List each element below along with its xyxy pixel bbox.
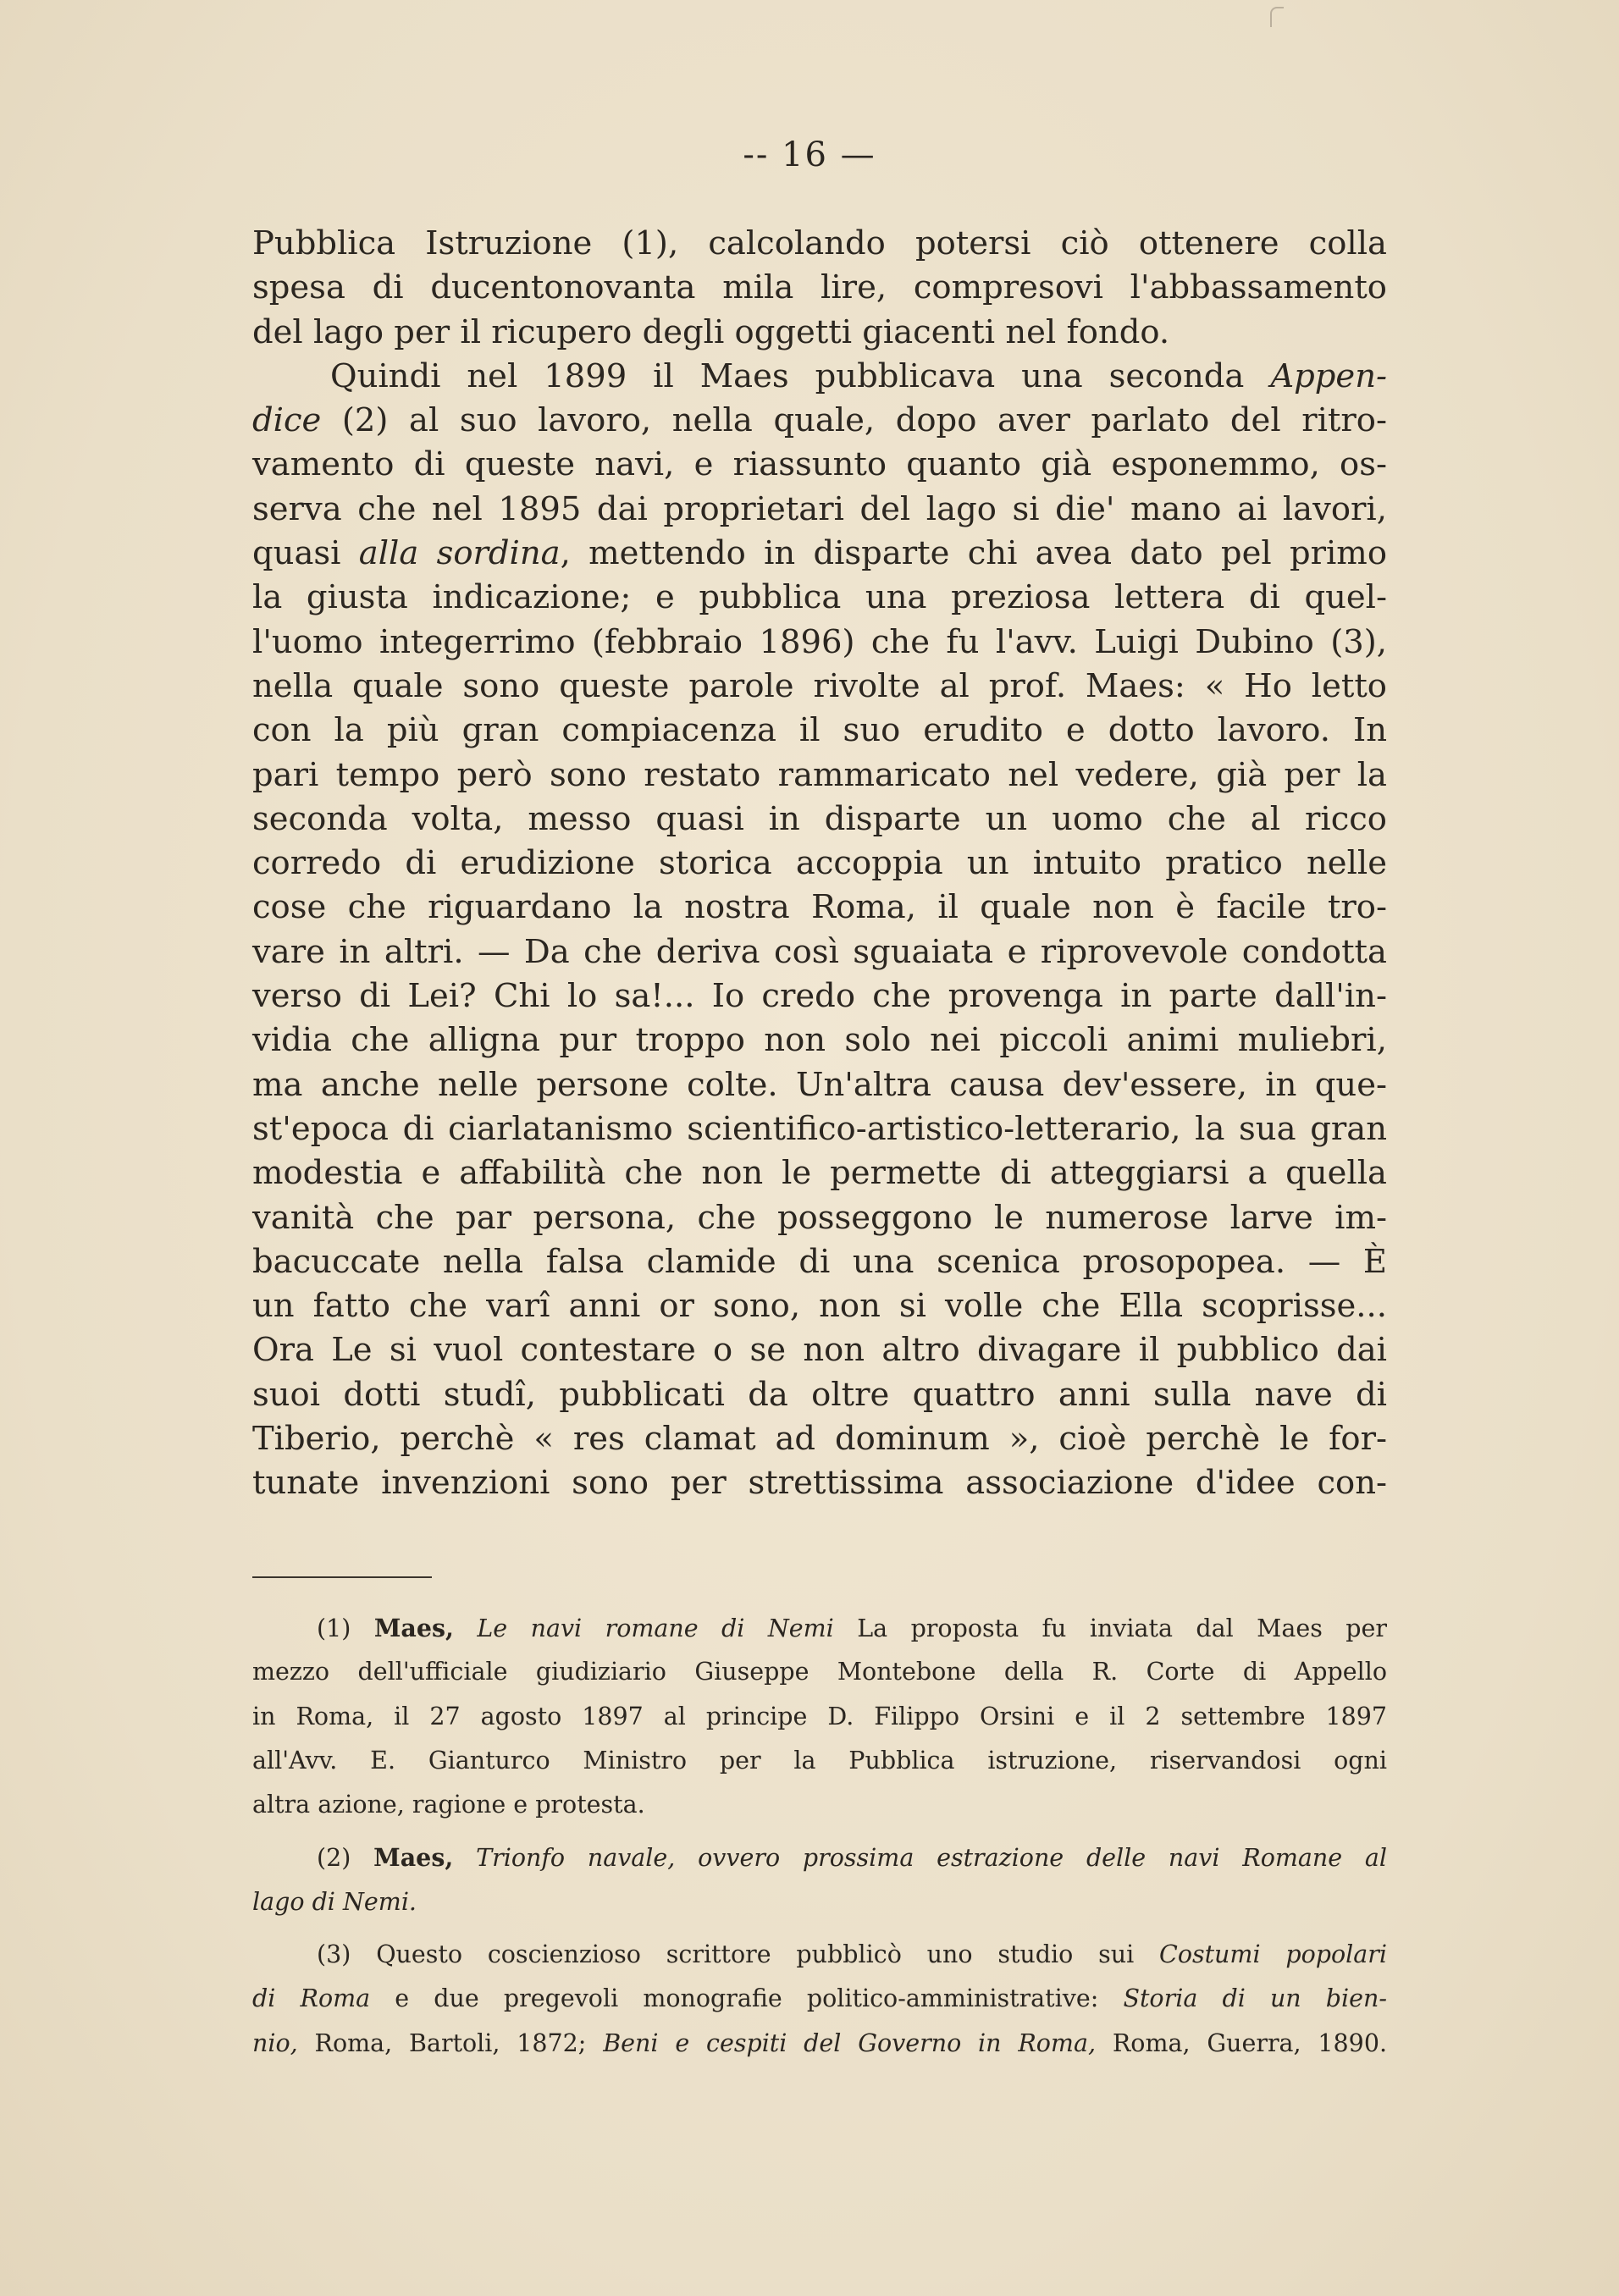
body-line: Pubblica Istruzione (1), calcolando potersi ciò ottenere colla bbox=[252, 224, 1387, 262]
body-line: cose che riguardano la nostra Roma, il quale non è facile tro- bbox=[252, 888, 1387, 927]
body-line: vanità che par persona, che posseggono le numerose larve im- bbox=[252, 1198, 1387, 1237]
footnote-3 bbox=[252, 1938, 1387, 2071]
body-line: serva che nel 1895 dai proprietari del lago si die' mano ai lavori, bbox=[252, 489, 1387, 528]
body-text-span: quasi bbox=[252, 534, 359, 573]
footnote-title: Storia di un bien- bbox=[1123, 1984, 1387, 2013]
footnotes bbox=[252, 1611, 1387, 2071]
footnote-title: nio, bbox=[252, 2028, 298, 2057]
body-line: nella quale sono queste parole rivolte al prof. Maes: « Ho letto bbox=[252, 666, 1387, 705]
footnote-number: (2) bbox=[317, 1844, 351, 1873]
body-line: ma anche nelle persone colte. Un'altra causa dev'essere, in que- bbox=[252, 1065, 1387, 1104]
body-text-span: , mettendo in disparte chi avea dato pel primo bbox=[560, 534, 1387, 573]
body-line: seconda volta, messo quasi in disparte un uomo che al ricco bbox=[252, 799, 1387, 838]
italic-alla-sordina: alla sordina bbox=[358, 534, 561, 573]
footnote-separator bbox=[252, 1576, 432, 1578]
footnote-line: all'Avv. E. Gianturco Ministro per la Pubblica istruzione, riservandosi ogni bbox=[252, 1746, 1387, 1774]
body-line: l'uomo integerrimo (febbraio 1896) che fu l'avv. Luigi Dubino (3), bbox=[252, 622, 1387, 661]
body-line bbox=[252, 532, 1387, 576]
footnote-title: Trionfo navale, ovvero prossima estrazione delle navi Romane al bbox=[476, 1844, 1388, 1873]
body-text-span: (2) al suo lavoro, nella quale, dopo aver parlato del ritro- bbox=[341, 401, 1387, 440]
footnote-line bbox=[252, 1611, 1387, 1655]
footnote-text: Questo coscienzioso scrittore pubblicò uno studio sui bbox=[376, 1940, 1135, 1969]
body-line bbox=[252, 399, 1387, 443]
body-text bbox=[252, 222, 1387, 1506]
pencil-mark bbox=[1270, 7, 1284, 27]
footnote-text: e due pregevoli monografie politico-amministrative: bbox=[395, 1984, 1099, 2013]
footnote-title: di Roma bbox=[252, 1984, 371, 2013]
body-line: modestia e affabilità che non le permette di atteggiarsi a quella bbox=[252, 1154, 1387, 1193]
body-line: Ora Le si vuol contestare o se non altro divagare il pubblico dai bbox=[252, 1331, 1387, 1370]
body-line: la giusta indicazione; e pubblica una preziosa lettera di quel- bbox=[252, 578, 1387, 617]
body-line: st'epoca di ciarlatanismo scientifico-artistico-letterario, la sua gran bbox=[252, 1109, 1387, 1148]
body-line: del lago per il ricupero degli oggetti giacenti nel fondo. bbox=[252, 312, 1170, 351]
italic-appendice: Appen- bbox=[1270, 356, 1387, 395]
footnote-title: Beni e cespiti del Governo in Roma, bbox=[603, 2028, 1097, 2057]
body-line: corredo di erudizione storica accoppia un intuito pratico nelle bbox=[252, 844, 1387, 883]
body-text-span: Quindi nel 1899 il Maes pubblicava una seconda bbox=[330, 356, 1271, 395]
body-line: bacuccate nella falsa clamide di una scenica prosopopea. — È bbox=[252, 1242, 1387, 1281]
body-line: vamento di queste navi, e riassunto quanto già esponemmo, os- bbox=[252, 445, 1387, 484]
footnote-1 bbox=[252, 1611, 1387, 1832]
footnote-line bbox=[252, 1841, 1387, 1885]
body-line: pari tempo però sono restato rammaricato nel vedere, già per la bbox=[252, 755, 1387, 794]
body-line: Tiberio, perchè « res clamat ad dominum », cioè perchè le for- bbox=[252, 1420, 1387, 1459]
italic-appendice: dice bbox=[252, 401, 322, 440]
footnote-text: La proposta fu inviata dal Maes per bbox=[857, 1614, 1388, 1642]
body-line: tunate invenzioni sono per strettissima associazione d'idee con- bbox=[252, 1464, 1387, 1503]
footnote-number: (3) bbox=[317, 1940, 351, 1969]
footnote-title: lago di Nemi. bbox=[252, 1887, 417, 1916]
page-number: -- 16 — bbox=[743, 135, 876, 174]
footnote-2 bbox=[252, 1841, 1387, 1929]
footnote-title: Costumi popolari bbox=[1159, 1940, 1388, 1969]
footnote-text: Roma, Guerra, 1890. bbox=[1112, 2028, 1388, 2057]
body-line: vidia che alligna pur troppo non solo nei piccoli animi muliebri, bbox=[252, 1021, 1387, 1060]
footnote-line bbox=[252, 2027, 1387, 2071]
footnote-title: Le navi romane di Nemi bbox=[477, 1614, 834, 1642]
footnote-line: altra azione, ragione e protesta. bbox=[252, 1791, 645, 1819]
footnote-text: Roma, Bartoli, 1872; bbox=[314, 2028, 587, 2057]
footnote-line bbox=[252, 1938, 1387, 1982]
body-line: verso di Lei? Chi lo sa!... Io credo che provenga in parte dall'in- bbox=[252, 977, 1387, 1016]
footnote-line bbox=[252, 1982, 1387, 2026]
body-line bbox=[252, 355, 1387, 399]
body-line: un fatto che varî anni or sono, non si volle che Ella scoprisse... bbox=[252, 1287, 1387, 1326]
body-line: vare in altri. — Da che deriva così sguaiata e riprovevole condotta bbox=[252, 932, 1387, 971]
footnote-line: in Roma, il 27 agosto 1897 al principe D. Filippo Orsini e il 2 settembre 1897 bbox=[252, 1702, 1387, 1730]
body-line: suoi dotti studî, pubblicati da oltre quattro anni sulla nave di bbox=[252, 1375, 1387, 1414]
footnote-line: mezzo dell'ufficiale giudiziario Giuseppe Montebone della R. Corte di Appello bbox=[252, 1658, 1387, 1686]
footnote-number: (1) bbox=[317, 1614, 351, 1642]
footnote-author: Maes, bbox=[373, 1614, 454, 1642]
footnote-line bbox=[252, 1885, 1387, 1929]
body-line: con la più gran compiacenza il suo erudito e dotto lavoro. In bbox=[252, 711, 1387, 750]
body-line: spesa di ducentonovanta mila lire, compresovi l'abbassamento bbox=[252, 268, 1387, 307]
footnote-author: Maes, bbox=[373, 1843, 454, 1873]
